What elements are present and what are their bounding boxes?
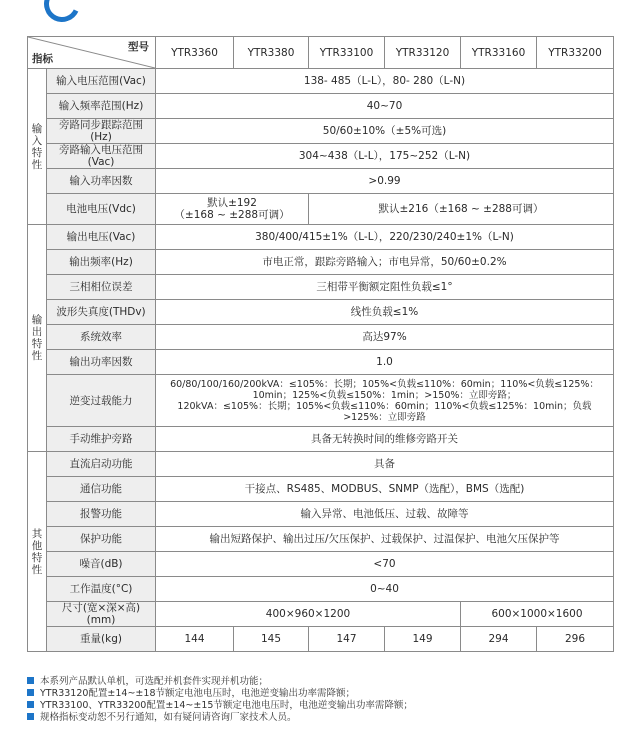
brand-arc-logo (39, 0, 85, 27)
row-value: 默认±192 （±168 ~ ±288可调） (156, 194, 309, 225)
model-header: YTR3380 (234, 37, 309, 69)
row-value: 50/60±10%（±5%可选) (156, 119, 614, 144)
model-header: YTR33160 (461, 37, 537, 69)
row-value: 输入异常、电池低压、过载、故障等 (156, 502, 614, 527)
group-label-input: 输 入 特 性 (28, 69, 47, 225)
table-row (28, 452, 614, 477)
row-value: 三相带平衡额定阻性负载≤1° (156, 275, 614, 300)
row-value: 具备无转换时间的维修旁路开关 (156, 427, 614, 452)
row-label: 重量(kg) (47, 627, 156, 652)
footnote: 规格指标变动恕不另行通知，如有疑问请咨询厂家技术人员。 (27, 712, 297, 723)
row-value: 304~438（L-L），175~252（L-N) (156, 144, 614, 169)
row-label: 通信功能 (47, 477, 156, 502)
row-label: 报警功能 (47, 502, 156, 527)
row-label: 输入电压范围(Vac) (47, 69, 156, 94)
model-header: YTR33200 (537, 37, 614, 69)
row-value: 输出短路保护、输出过压/欠压保护、过载保护、过温保护、电池欠压保护等 (156, 527, 614, 552)
model-header-label: 型号 (128, 41, 149, 53)
weight-value: 144 (156, 627, 234, 652)
weight-value: 149 (385, 627, 461, 652)
weight-value: 296 (537, 627, 614, 652)
table-row (28, 350, 614, 375)
row-label: 输出电压(Vac) (47, 225, 156, 250)
footnote: 本系列产品默认单机，可选配并机套件实现并机功能； (27, 676, 268, 687)
row-value: 干接点、RS485、MODBUS、SNMP（选配），BMS（选配) (156, 477, 614, 502)
table-row (28, 552, 614, 577)
weight-value: 294 (461, 627, 537, 652)
row-label: 输出频率(Hz) (47, 250, 156, 275)
row-label: 三相相位误差 (47, 275, 156, 300)
row-label: 输出功率因数 (47, 350, 156, 375)
row-label: 电池电压(Vdc) (47, 194, 156, 225)
row-value: 40~70 (156, 94, 614, 119)
row-value: 市电正常，跟踪旁路输入；市电异常，50/60±0.2% (156, 250, 614, 275)
row-value: 1.0 (156, 350, 614, 375)
spec-table (27, 36, 614, 652)
row-value: 高达97% (156, 325, 614, 350)
bullet-square-icon (27, 701, 34, 708)
group-label-output: 输 出 特 性 (28, 225, 47, 452)
group-label-other: 其 他 特 性 (28, 452, 47, 652)
table-row (28, 250, 614, 275)
row-value: 默认±216（±168 ~ ±288可调） (309, 194, 614, 225)
table-row (28, 69, 614, 94)
row-label: 输入功率因数 (47, 169, 156, 194)
row-label: 输入频率范围(Hz) (47, 94, 156, 119)
row-label: 保护功能 (47, 527, 156, 552)
weight-value: 147 (309, 627, 385, 652)
table-row (28, 144, 614, 169)
table-row (28, 325, 614, 350)
table-row (28, 427, 614, 452)
row-value: 线性负载≤1% (156, 300, 614, 325)
model-header: YTR33120 (385, 37, 461, 69)
table-row (28, 300, 614, 325)
table-row (28, 602, 614, 627)
row-label: 手动维护旁路 (47, 427, 156, 452)
row-label: 直流启动功能 (47, 452, 156, 477)
bullet-square-icon (27, 713, 34, 720)
row-value: <70 (156, 552, 614, 577)
table-row (28, 225, 614, 250)
row-label: 旁路同步跟踪范围(Hz) (47, 119, 156, 144)
row-value: 0~40 (156, 577, 614, 602)
table-row (28, 502, 614, 527)
row-value: 138- 485（L-L），80- 280（L-N) (156, 69, 614, 94)
table-row (28, 627, 614, 652)
bullet-square-icon (27, 689, 34, 696)
row-value: 400×960×1200 (156, 602, 461, 627)
row-label: 逆变过载能力 (47, 375, 156, 427)
table-row (28, 119, 614, 144)
row-value: >0.99 (156, 169, 614, 194)
weight-value: 145 (234, 627, 309, 652)
table-row (28, 275, 614, 300)
row-label: 噪音(dB) (47, 552, 156, 577)
row-value: 600×1000×1600 (461, 602, 614, 627)
model-header: YTR33100 (309, 37, 385, 69)
row-label: 尺寸(宽×深×高)(mm) (47, 602, 156, 627)
model-header: YTR3360 (156, 37, 234, 69)
table-row (28, 477, 614, 502)
row-label: 旁路输入电压范围(Vac) (47, 144, 156, 169)
table-row (28, 375, 614, 427)
bullet-square-icon (27, 677, 34, 684)
table-row (28, 527, 614, 552)
table-row (28, 577, 614, 602)
table-row (28, 94, 614, 119)
table-row (28, 169, 614, 194)
header-corner (28, 37, 156, 69)
row-label: 系统效率 (47, 325, 156, 350)
row-value: 具备 (156, 452, 614, 477)
row-label: 工作温度(°C) (47, 577, 156, 602)
row-value: 60/80/100/160/200kVA：≤105%：长期；105%<负载≤110%：60min；110%<负载≤125%：10min；125%<负载≤150%：1min；>150%：立即旁路； 120kVA：≤105%：长期；105%<负载≤110%：60min；110%<负载≤125%：10min；负载>125%：立即旁路 (156, 375, 614, 427)
row-value: 380/400/415±1%（L-L），220/230/240±1%（L-N) (156, 225, 614, 250)
index-header-label: 指标 (32, 53, 53, 65)
table-row (28, 194, 614, 225)
footnote: YTR33120配置±14~±18节额定电池电压时，电池逆变输出功率需降额； (27, 688, 355, 699)
row-label: 波形失真度(THDv) (47, 300, 156, 325)
footnote: YTR33100、YTR33200配置±14~±15节额定电池电压时，电池逆变输出功率需降额； (27, 700, 413, 711)
header-row (28, 37, 614, 69)
